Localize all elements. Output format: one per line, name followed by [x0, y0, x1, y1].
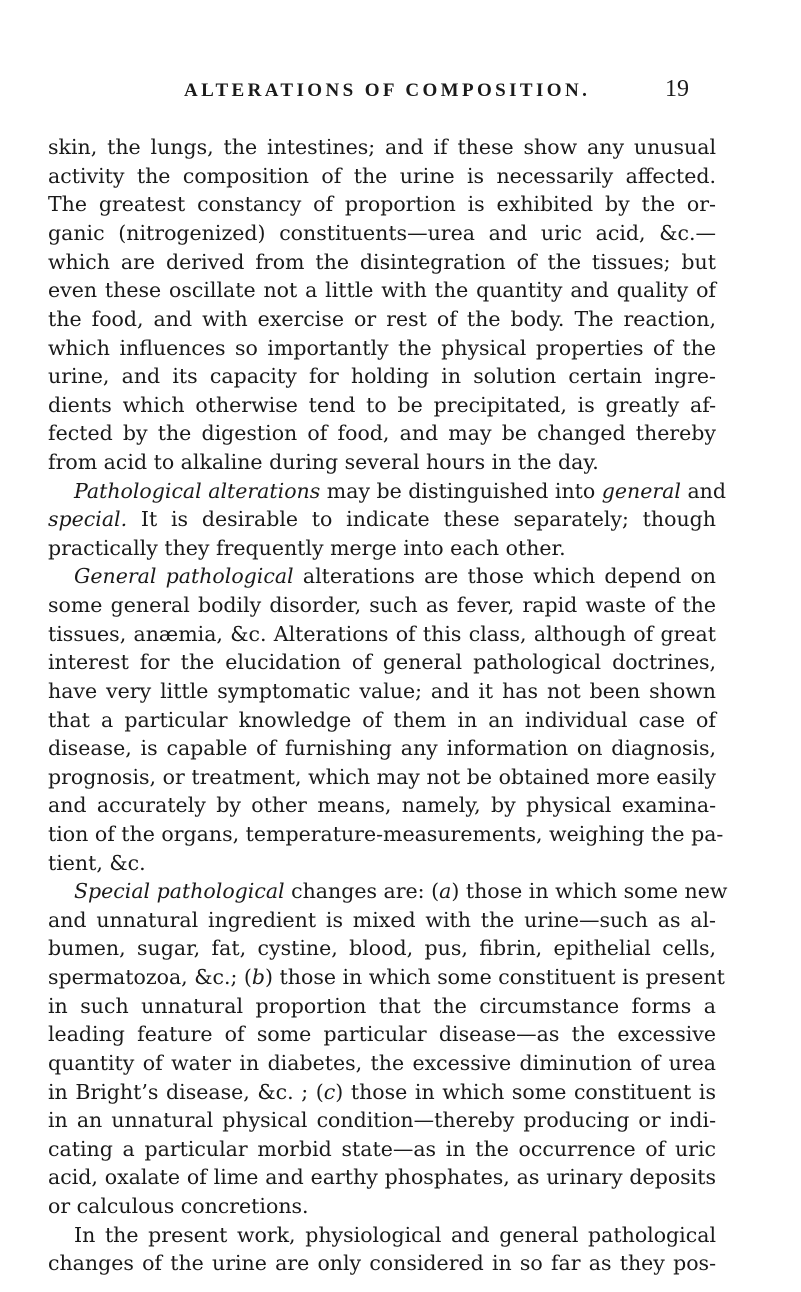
text-line: and accurately by other means, namely, by physical examina- — [48, 793, 716, 817]
text-line: cating a particular morbid state—as in the occurrence of uric — [48, 1137, 716, 1161]
italic-term: Special pathological — [74, 879, 285, 903]
text-line: from acid to alkaline during several hours in the day. — [48, 450, 599, 474]
running-title: ALTERATIONS OF COMPOSITION. — [184, 80, 591, 101]
text-line: Pathological alterations may be distinguished into general and — [74, 479, 726, 503]
text-line: in Bright’s disease, &c. ; (c) those in which some constituent is — [48, 1080, 716, 1104]
italic-term: Pathological alterations — [74, 479, 321, 503]
text-line: or calculous concretions. — [48, 1194, 309, 1218]
text-line: skin, the lungs, the intestines; and if these show any unusual — [48, 135, 716, 159]
italic-term: general — [601, 479, 681, 503]
text-line: tissues, anæmia, &c. Alterations of this class, although of great — [48, 622, 716, 646]
text-line: changes of the urine are only considered in so far as they pos- — [48, 1251, 716, 1275]
text-line: Special pathological changes are: (a) those in which some new — [74, 879, 728, 903]
text-line: fected by the digestion of food, and may be changed thereby — [48, 421, 716, 445]
text-line: in an unnatural physical condition—thereby producing or indi- — [48, 1108, 716, 1132]
text-line: the food, and with exercise or rest of the body. The reaction, — [48, 307, 716, 331]
italic-term: special. — [48, 507, 128, 531]
text-line: which are derived from the disintegration of the tissues; but — [48, 250, 716, 274]
text-line: urine, and its capacity for holding in solution certain ingre- — [48, 364, 716, 388]
italic-term: a — [439, 879, 452, 903]
text-line: acid, oxalate of lime and earthy phosphates, as urinary deposits — [48, 1165, 716, 1189]
text-line: The greatest constancy of proportion is exhibited by the or- — [48, 192, 716, 216]
text-line: ganic (nitrogenized) constituents—urea and uric acid, &c.— — [48, 221, 716, 245]
text-line: even these oscillate not a little with the quantity and quality of — [48, 278, 716, 302]
text-line: tion of the organs, temperature-measurements, weighing the pa- — [48, 822, 724, 846]
text-line: have very little symptomatic value; and it has not been shown — [48, 679, 716, 703]
text-line: some general bodily disorder, such as fever, rapid waste of the — [48, 593, 716, 617]
italic-term: General pathological — [74, 564, 294, 588]
italic-term: c — [323, 1080, 336, 1104]
text-line: disease, is capable of furnishing any information on diagnosis, — [48, 736, 716, 760]
italic-term: b — [251, 965, 266, 989]
text-line: prognosis, or treatment, which may not be obtained more easily — [48, 765, 716, 789]
text-line: spermatozoa, &c.; (b) those in which some constituent is present — [48, 965, 725, 989]
text-line: and unnatural ingredient is mixed with the urine—such as al- — [48, 908, 716, 932]
text-line: practically they frequently merge into each other. — [48, 536, 566, 560]
text-line: interest for the elucidation of general pathological doctrines, — [48, 650, 716, 674]
text-line: that a particular knowledge of them in an individual case of — [48, 708, 716, 732]
text-line: special. It is desirable to indicate these separately; though — [48, 507, 716, 531]
text-line: dients which otherwise tend to be precipitated, is greatly af- — [48, 393, 716, 417]
text-line: which influences so importantly the physical properties of the — [48, 336, 716, 360]
text-line: leading feature of some particular disease—as the excessive — [48, 1022, 716, 1046]
page-number: 19 — [665, 76, 689, 102]
text-line: in such unnatural proportion that the circumstance forms a — [48, 994, 716, 1018]
text-line: tient, &c. — [48, 851, 146, 875]
text-line: bumen, sugar, fat, cystine, blood, pus, fibrin, epithelial cells, — [48, 936, 716, 960]
text-line: quantity of water in diabetes, the excessive diminution of urea — [48, 1051, 716, 1075]
text-line: In the present work, physiological and general pathological — [74, 1223, 716, 1247]
text-line: activity the composition of the urine is necessarily affected. — [48, 164, 716, 188]
text-line: General pathological alterations are those which depend on — [74, 564, 716, 588]
